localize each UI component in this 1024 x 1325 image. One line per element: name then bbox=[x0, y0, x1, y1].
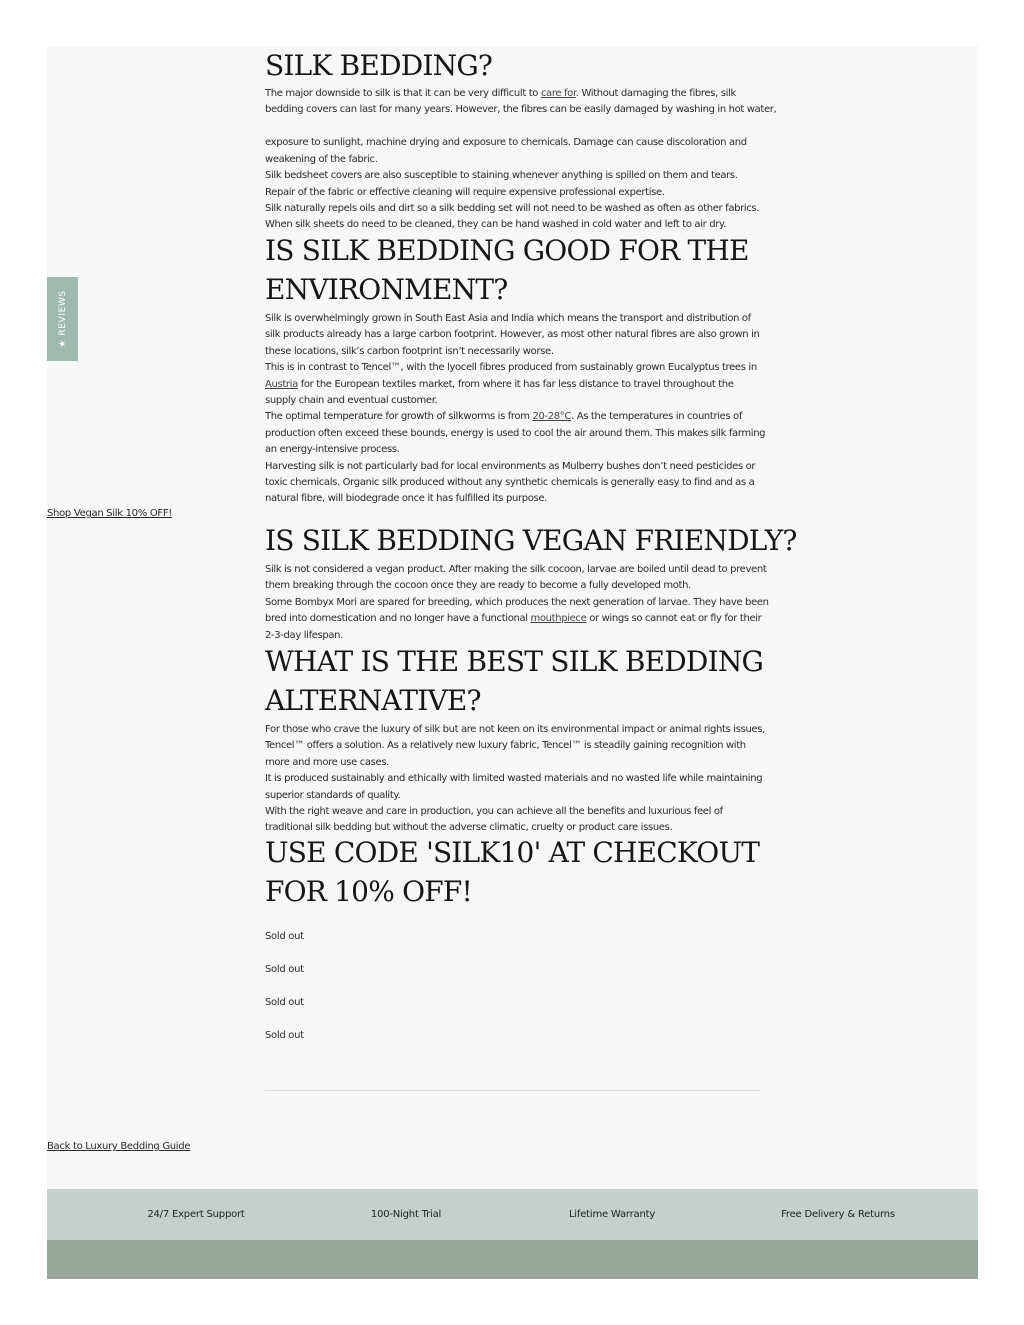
inline-link[interactable]: care for bbox=[540, 88, 576, 99]
text-run: This is in contrast to Tencel™, with the lyocell fibres produced from sustainably grown Eucalyptus trees in bbox=[265, 362, 757, 374]
text-run: Silk is overwhelmingly grown in South East Asia and India which means the transport and distribution of bbox=[265, 313, 751, 324]
inline-link[interactable]: 20-28°C bbox=[532, 411, 572, 423]
paragraph-line bbox=[265, 377, 734, 393]
paragraph-line bbox=[265, 595, 769, 611]
paragraph-line bbox=[265, 755, 389, 771]
text-run: traditional silk bedding but without the adverse climatic, cruelty or product care issues. bbox=[265, 822, 673, 834]
paragraph-line bbox=[265, 722, 765, 738]
features-bar bbox=[47, 1189, 978, 1240]
text-run: Silk is not considered a vegan product. After making the silk cocoon, larvae are boiled until dead to prevent bbox=[265, 564, 767, 575]
text-run: The optimal temperature for growth of silkworms is from bbox=[265, 411, 533, 423]
article-page bbox=[47, 46, 978, 1279]
paragraph-line bbox=[265, 562, 766, 578]
paragraph-line bbox=[265, 168, 738, 184]
divider bbox=[265, 1090, 760, 1091]
sold-out-label: Sold out bbox=[265, 997, 304, 1008]
text-run: these locations, silk’s carbon footprint isn’t necessarily worse. bbox=[265, 345, 554, 357]
heading-best-alternative-line-2: ALTERNATIVE? bbox=[265, 684, 481, 717]
text-run: . As the temperatures in countries of bbox=[571, 411, 743, 423]
reviews-tab[interactable] bbox=[47, 277, 78, 361]
text-run: Some Bombyx Mori are spared for breeding, which produces the next generation of larvae. They have been bbox=[265, 596, 769, 608]
text-run: exposure to sunlight, machine drying and exposure to chemicals. Damage can cause discoloration and bbox=[265, 137, 747, 149]
feature-expert-support: 24/7 Expert Support bbox=[147, 1209, 245, 1220]
paragraph-line bbox=[265, 344, 554, 360]
paragraph-line bbox=[265, 135, 747, 151]
text-run: . Without damaging the fibres, silk bbox=[575, 88, 736, 99]
text-run: When silk sheets do need to be cleaned, they can be hand washed in cold water and left to air dry. bbox=[265, 219, 726, 231]
reviews-tab-label: ★ REVIEWS bbox=[57, 290, 68, 348]
text-run: The major downside to silk is that it can be very difficult to bbox=[265, 88, 541, 99]
feature-lifetime-warranty: Lifetime Warranty bbox=[568, 1209, 656, 1220]
paragraph-line bbox=[265, 491, 547, 507]
footer-band bbox=[47, 1240, 978, 1279]
paragraph-line bbox=[265, 409, 742, 425]
text-run: toxic chemicals. Organic silk produced without any synthetic chemicals is generally easy to find and as a bbox=[265, 477, 755, 488]
text-run: production often exceed these bounds, energy is used to cool the air around them. This makes silk farming bbox=[265, 427, 766, 439]
heading-best-alternative-line-1: WHAT IS THE BEST SILK BEDDING bbox=[265, 645, 764, 678]
text-run: them breaking through the cocoon once they are ready to become a fully developed moth. bbox=[265, 580, 691, 592]
text-run: With the right weave and care in production, you can achieve all the benefits and luxurious feel of bbox=[265, 806, 723, 817]
sold-out-label: Sold out bbox=[265, 931, 304, 942]
text-run: weakening of the fabric. bbox=[265, 153, 378, 165]
text-run: natural fibre, will biodegrade once it has fulfilled its purpose. bbox=[265, 493, 548, 505]
text-run: Silk naturally repels oils and dirt so a silk bedding set will not need to be washed as often as other fabrics. bbox=[265, 203, 760, 214]
paragraph-line bbox=[265, 393, 437, 409]
text-run: more and more use cases. bbox=[265, 756, 390, 768]
text-run: 2-3-day lifespan. bbox=[265, 629, 343, 641]
text-run: Harvesting silk is not particularly bad for local environments as Mulberry bushes don’t need pesticides or bbox=[265, 460, 756, 472]
paragraph-line bbox=[265, 201, 759, 217]
paragraph-line bbox=[265, 426, 765, 442]
paragraph-line bbox=[265, 475, 754, 491]
heading-environment-line-2: ENVIRONMENT? bbox=[265, 273, 508, 306]
paragraph-line bbox=[265, 578, 691, 594]
paragraph-line bbox=[265, 86, 736, 102]
paragraph-line bbox=[265, 360, 757, 376]
paragraph-line bbox=[265, 611, 761, 627]
text-run: supply chain and eventual customer. bbox=[265, 395, 438, 406]
text-run: Repair of the fabric or effective cleaning will require expensive professional expertise. bbox=[265, 186, 665, 198]
paragraph-line bbox=[265, 442, 400, 458]
paragraph-line bbox=[265, 771, 762, 787]
heading-silk-bedding: SILK BEDDING? bbox=[265, 49, 493, 82]
text-run: superior standards of quality. bbox=[265, 789, 401, 801]
inline-link[interactable]: Austria bbox=[265, 378, 298, 390]
text-run: Silk bedsheet covers are also susceptible to staining whenever anything is spilled on them and tears. bbox=[265, 170, 738, 182]
feature-free-delivery: Free Delivery & Returns bbox=[781, 1209, 895, 1220]
paragraph-line bbox=[265, 788, 400, 804]
back-to-guide-link[interactable]: Back to Luxury Bedding Guide bbox=[47, 1141, 191, 1152]
heading-vegan-friendly: IS SILK BEDDING VEGAN FRIENDLY? bbox=[265, 524, 797, 557]
text-run: Tencel™ offers a solution. As a relatively new luxury fabric, Tencel™ is steadily gaining recognition with bbox=[265, 740, 746, 752]
promo-heading-line-2: FOR 10% OFF! bbox=[265, 875, 472, 908]
paragraph-line bbox=[265, 185, 665, 201]
heading-environment-line-1: IS SILK BEDDING GOOD FOR THE bbox=[265, 234, 749, 267]
text-run: It is produced sustainably and ethically with limited wasted materials and no wasted life while maintaining bbox=[265, 773, 763, 785]
shop-vegan-silk-link[interactable]: Shop Vegan Silk 10% OFF! bbox=[47, 508, 173, 519]
paragraph-line bbox=[265, 102, 776, 118]
text-run: For those who crave the luxury of silk but are not keen on its environmental impact or animal rights issues, bbox=[265, 724, 765, 735]
paragraph-line bbox=[265, 804, 723, 820]
paragraph-line bbox=[265, 311, 751, 327]
text-run: for the European textiles market, from where it has far less distance to travel throughout the bbox=[297, 378, 734, 390]
sold-out-label: Sold out bbox=[265, 1030, 304, 1041]
inline-link[interactable]: mouthpiece bbox=[530, 613, 587, 625]
paragraph-line bbox=[265, 327, 760, 343]
text-run: bedding covers can last for many years. However, the fibres can be easily damaged by washing in hot water, bbox=[265, 104, 777, 116]
paragraph-line bbox=[265, 152, 378, 168]
sold-out-label: Sold out bbox=[265, 964, 304, 975]
text-run: silk products already has a large carbon footprint. However, as most other natural fibres are also grown in bbox=[265, 329, 760, 341]
paragraph-line bbox=[265, 738, 746, 754]
text-run: an energy-intensive process. bbox=[265, 444, 400, 456]
text-run: bred into domestication and no longer have a functional bbox=[265, 613, 531, 625]
promo-heading-line-1: USE CODE 'SILK10' AT CHECKOUT bbox=[265, 836, 760, 869]
paragraph-line bbox=[265, 459, 755, 475]
text-run: or wings so cannot eat or fly for their bbox=[586, 613, 762, 625]
feature-night-trial: 100-Night Trial bbox=[370, 1209, 442, 1220]
